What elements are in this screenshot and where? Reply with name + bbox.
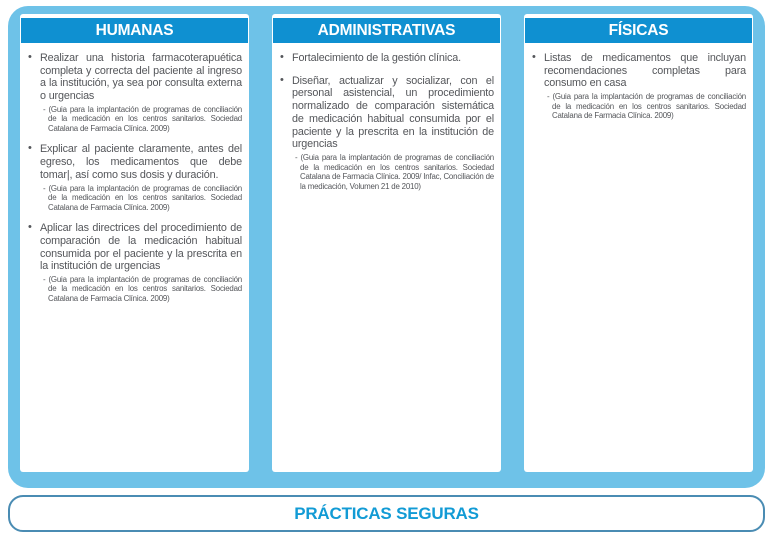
column-title: ADMINISTRATIVAS xyxy=(317,21,456,39)
item-citation: - (Guia para la implantación de programas de conciliación de la medicación en los centros sanitarios. Sociedad Catalana de Farmacia Clínica. 2009) xyxy=(43,104,242,133)
column-body-humanas xyxy=(20,43,249,313)
footer-title: PRÁCTICAS SEGURAS xyxy=(294,503,479,523)
list-item xyxy=(531,52,746,121)
list-item xyxy=(27,222,242,303)
item-citation: - (Guia para la implantación de programas de conciliación de la medicación en los centros sanitarios. Sociedad Catalana de Farmacia Clínica. 2009/ Infac, Conciliación de la medicación, Volumen 21 de 2010) xyxy=(295,153,494,191)
item-text: Diseñar, actualizar y socializar, con el personal asistencial, un procedimiento normalizado de comparación sistemática de medicación habitual consumida por el paciente y la prescrita en la institución de urgencias xyxy=(292,74,494,151)
bullet-icon: • xyxy=(28,142,32,155)
column-body-administrativas xyxy=(272,43,501,201)
item-text: Aplicar las directrices del procedimiento de comparación de la medicación habitual consumida por el paciente y la prescrita en la institución de urgencias xyxy=(40,222,242,273)
footer-banner xyxy=(8,495,765,532)
bullet-icon: • xyxy=(532,51,536,63)
item-text: Explicar al paciente claramente, antes del egreso, los medicamentos que debe tomar|, así como sus dosis y duración. xyxy=(40,143,242,181)
column-title: FÍSICAS xyxy=(608,21,669,39)
list-item xyxy=(27,143,242,212)
item-text: Realizar una historia farmacoterapuética completa y correcta del paciente al ingreso a la institución, ya sea por consulta externa o urgencias xyxy=(40,52,242,103)
list-item xyxy=(279,52,494,65)
column-body-fisicas xyxy=(524,43,753,131)
column-header-fisicas xyxy=(525,18,752,43)
bullet-icon: • xyxy=(28,51,32,63)
column-title: HUMANAS xyxy=(95,21,174,39)
item-text: Listas de medicamentos que incluyan recomendaciones completas para consumo en casa xyxy=(544,52,746,90)
item-citation: - (Guia para la implantación de programas de conciliación de la medicación en los centros sanitarios. Sociedad Catalana de Farmacia Clínica. 2009) xyxy=(43,183,242,212)
bullet-icon: • xyxy=(280,51,284,63)
column-header-humanas xyxy=(21,18,248,43)
list-item xyxy=(279,75,494,191)
categories-frame xyxy=(8,6,765,488)
column-fisicas xyxy=(524,14,753,472)
column-header-administrativas xyxy=(273,18,500,43)
bullet-icon: • xyxy=(28,221,32,234)
column-administrativas xyxy=(272,14,501,472)
item-citation: - (Guia para la implantación de programas de conciliación de la medicación en los centros sanitarios. Sociedad Catalana de Farmacia Clínica. 2009) xyxy=(43,274,242,303)
item-text: Fortalecimiento de la gestión clínica. xyxy=(292,52,461,64)
bullet-icon: • xyxy=(280,73,284,86)
list-item xyxy=(27,52,242,133)
item-citation: - (Guia para la implantación de programas de conciliación de la medicación en los centros sanitarios. Sociedad Catalana de Farmacia Clínica. 2009) xyxy=(547,92,746,121)
column-humanas xyxy=(20,14,249,472)
